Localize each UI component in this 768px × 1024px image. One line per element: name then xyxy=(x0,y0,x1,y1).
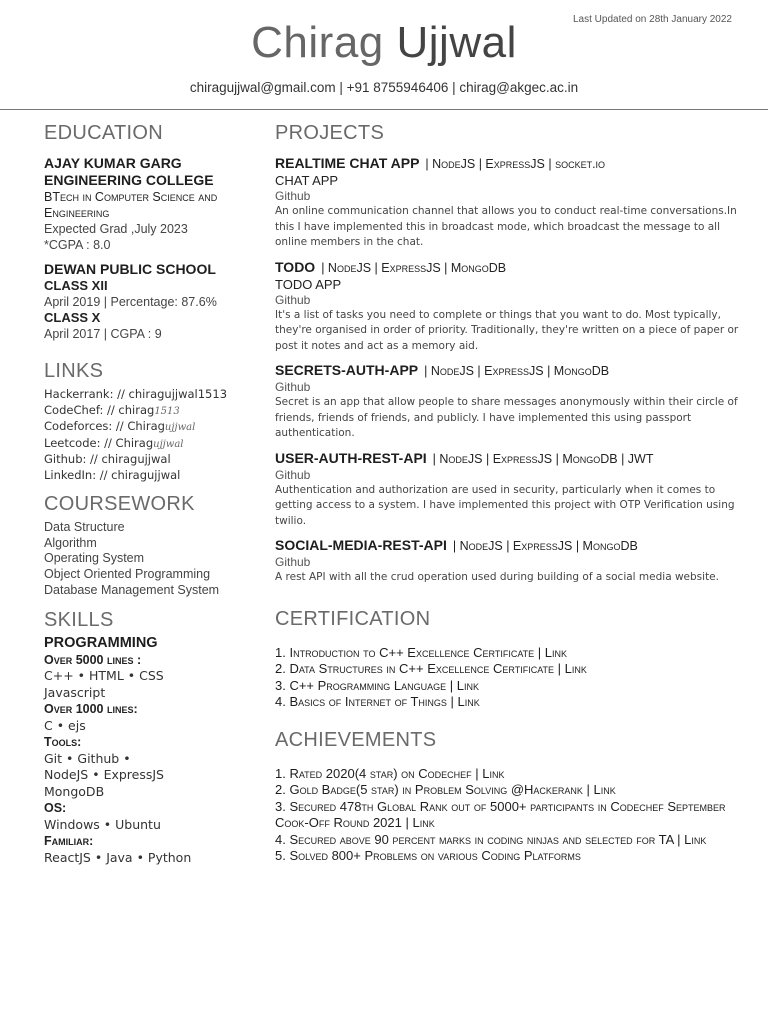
project-description: Authentication and authorization are used in security, particularly when it comes to getting access to a system. I have implemented this project with OTP Verification using twilio. xyxy=(275,483,735,527)
project-tech: | NodeJS | ExpressJS | MongoDB xyxy=(452,539,638,553)
achievement-item[interactable]: 2. Gold Badge(5 star) in Problem Solving @Hackerank | Link xyxy=(275,782,616,797)
skill-group-label: Over 5000 lines : xyxy=(44,652,142,667)
skill-group-label: Tools: xyxy=(44,735,82,750)
achievements-section xyxy=(275,729,745,865)
project-item xyxy=(275,362,745,442)
coursework-item: Data Structure xyxy=(44,520,125,534)
institution-name: DEWAN PUBLIC SCHOOL xyxy=(44,261,216,277)
project-tech: | NodeJS | ExpressJS | MongoDB xyxy=(321,260,507,275)
institution-name: AJAY KUMAR GARG ENGINEERING COLLEGE xyxy=(44,155,214,188)
project-item xyxy=(275,155,745,251)
coursework-item: Database Management System xyxy=(44,582,220,597)
skill-row: MongoDB xyxy=(44,783,105,799)
skill-group-label: Over 1000 lines: xyxy=(44,702,138,717)
achievement-item[interactable]: 1. Rated 2020(4 star) on Codechef | Link xyxy=(275,765,505,781)
project-name: REALTIME CHAT APP xyxy=(275,155,420,171)
link-codeforces[interactable] xyxy=(44,419,244,436)
class-meta: April 2017 | CGPA : 9 xyxy=(44,327,162,341)
education-section xyxy=(44,122,244,342)
project-title xyxy=(275,259,745,277)
skill-row: Windows • Ubuntu xyxy=(44,816,161,832)
links-title: LINKS xyxy=(44,360,104,382)
link-linkedin[interactable] xyxy=(44,468,244,484)
link-handle-suffix: ujjwal xyxy=(164,422,196,433)
link-handle: chirag xyxy=(118,402,155,417)
project-description: It's a list of tasks you need to complete or things that you want to do. Most typically, they're organised in order of priority. Traditionally, they're written on a piece of paper or post it notes and act as a memory aid. xyxy=(275,308,739,352)
link-label: Codeforces: // xyxy=(44,419,124,433)
project-name: SECRETS-AUTH-APP xyxy=(275,362,419,378)
link-handle: Chirag xyxy=(115,435,154,450)
link-github[interactable] xyxy=(44,452,244,468)
achievement-item: 5. Solved 800+ Problems on various Coding Platforms xyxy=(275,848,581,863)
link-codechef[interactable] xyxy=(44,403,244,420)
contact-line: chiragujjwal@gmail.com | +91 8755946406 | chirag@akgec.ac.in xyxy=(189,80,579,95)
project-description: A rest API with all the crud operation used during building of a social media website. xyxy=(275,571,719,583)
education-meta: Expected Grad ,July 2023 xyxy=(44,222,188,236)
achievements-title: ACHIEVEMENTS xyxy=(275,728,437,751)
project-item xyxy=(275,450,745,530)
skill-row: ReactJS • Java • Python xyxy=(44,849,192,865)
certification-title: CERTIFICATION xyxy=(275,607,431,630)
link-label: CodeChef: // xyxy=(44,402,115,417)
link-label: Hackerrank: // xyxy=(44,387,125,401)
project-tech: | NodeJS | ExpressJS | socket.io xyxy=(425,157,606,171)
skill-row: C++ • HTML • CSS xyxy=(44,668,164,684)
coursework-item: Algorithm xyxy=(44,535,97,550)
certification-section xyxy=(275,608,745,711)
achievement-item[interactable]: 4. Secured above 90 percent marks in coding ninjas and selected for TA | Link xyxy=(275,831,707,847)
project-name: SOCIAL-MEDIA-REST-API xyxy=(275,537,447,553)
link-label: Leetcode: // xyxy=(44,435,112,450)
project-tech: | NodeJS | ExpressJS | MongoDB xyxy=(424,364,610,378)
class-name: CLASS XII xyxy=(44,278,108,293)
skill-row: Javascript xyxy=(44,684,106,700)
right-column xyxy=(275,122,745,865)
left-column xyxy=(44,122,244,866)
project-name: TODO xyxy=(275,258,316,275)
project-github-link[interactable]: Github xyxy=(275,467,311,482)
achievement-item[interactable]: 3. Secured 478th Global Rank out of 5000+ participants in Codechef September Cook-Off Round 2021 | Link xyxy=(275,798,726,830)
project-description: An online communication channel that allows you to conduct real-time conversations.In this I have implemented this in broadcast mode, which broadcast the message to all online members in the chat. xyxy=(275,205,737,248)
class-meta: April 2019 | Percentage: 87.6% xyxy=(44,295,217,309)
link-handle-suffix: ujjwal xyxy=(153,438,184,450)
skills-heading: PROGRAMMING xyxy=(44,634,158,651)
education-entry xyxy=(44,261,244,342)
coursework-item: Object Oriented Programming xyxy=(44,567,211,582)
project-item xyxy=(275,537,745,586)
link-label: Github: // xyxy=(44,452,98,466)
link-handle: chiragujjwal1513 xyxy=(128,387,228,401)
project-github-link[interactable]: Github xyxy=(275,380,311,394)
skill-group-label: OS: xyxy=(44,801,67,816)
coursework-title: COURSEWORK xyxy=(44,493,195,515)
header-divider xyxy=(0,109,768,110)
education-meta: *CGPA : 8.0 xyxy=(44,238,111,252)
last-updated: Last Updated on 28th January 2022 xyxy=(572,14,732,25)
project-subtitle: CHAT APP xyxy=(275,173,339,188)
project-title xyxy=(275,537,745,555)
link-handle: chiragujjwal xyxy=(111,467,181,482)
project-tech: | NodeJS | ExpressJS | MongoDB | JWT xyxy=(432,451,654,466)
skill-row: Git • Github • xyxy=(44,750,131,766)
candidate-name xyxy=(0,18,768,68)
last-name: Ujjwal xyxy=(396,18,517,67)
project-description: Secret is an app that allow people to share messages anonymously within their circle of friends, friends of friends, and publicly. I have implemented this using passport authentication. xyxy=(275,396,738,439)
first-name: Chirag xyxy=(251,18,384,67)
certification-item[interactable]: 2. Data Structures in C++ Excellence Certificate | Link xyxy=(275,661,587,676)
coursework-section xyxy=(44,493,244,599)
project-github-link[interactable]: Github xyxy=(275,189,311,203)
projects-section xyxy=(275,122,745,586)
link-handle: chiragujjwal xyxy=(101,452,171,466)
project-subtitle: TODO APP xyxy=(275,276,342,292)
skills-section xyxy=(44,609,244,867)
project-title xyxy=(275,362,745,380)
education-title: EDUCATION xyxy=(44,122,163,144)
projects-title: PROJECTS xyxy=(275,122,385,144)
coursework-item: Operating System xyxy=(44,551,145,566)
degree: BTech in Computer Science and Engineering xyxy=(44,190,218,220)
skill-group-label: Familiar: xyxy=(44,834,94,849)
project-title xyxy=(275,155,745,173)
link-leetcode[interactable] xyxy=(44,436,244,453)
links-section xyxy=(44,360,244,483)
skills-title: SKILLS xyxy=(44,608,114,631)
project-github-link[interactable]: Github xyxy=(275,555,311,569)
project-name: USER-AUTH-REST-API xyxy=(275,449,427,466)
link-hackerrank[interactable] xyxy=(44,387,244,403)
link-handle: Chirag xyxy=(127,419,165,433)
project-title xyxy=(275,450,745,468)
class-name: CLASS X xyxy=(44,310,101,325)
education-entry xyxy=(44,155,244,253)
certification-item[interactable]: 4. Basics of Internet of Things | Link xyxy=(275,694,480,709)
project-item xyxy=(275,259,745,355)
skill-row: NodeJS • ExpressJS xyxy=(44,767,164,783)
project-github-link[interactable]: Github xyxy=(275,292,311,307)
certification-item[interactable]: 3. C++ Programming Language | Link xyxy=(275,677,479,693)
skill-row: C • ejs xyxy=(44,717,86,733)
link-handle-suffix: 1513 xyxy=(154,405,180,417)
link-label: LinkedIn: // xyxy=(44,467,108,482)
certification-item[interactable]: 1. Introduction to C++ Excellence Certificate | Link xyxy=(275,644,567,660)
